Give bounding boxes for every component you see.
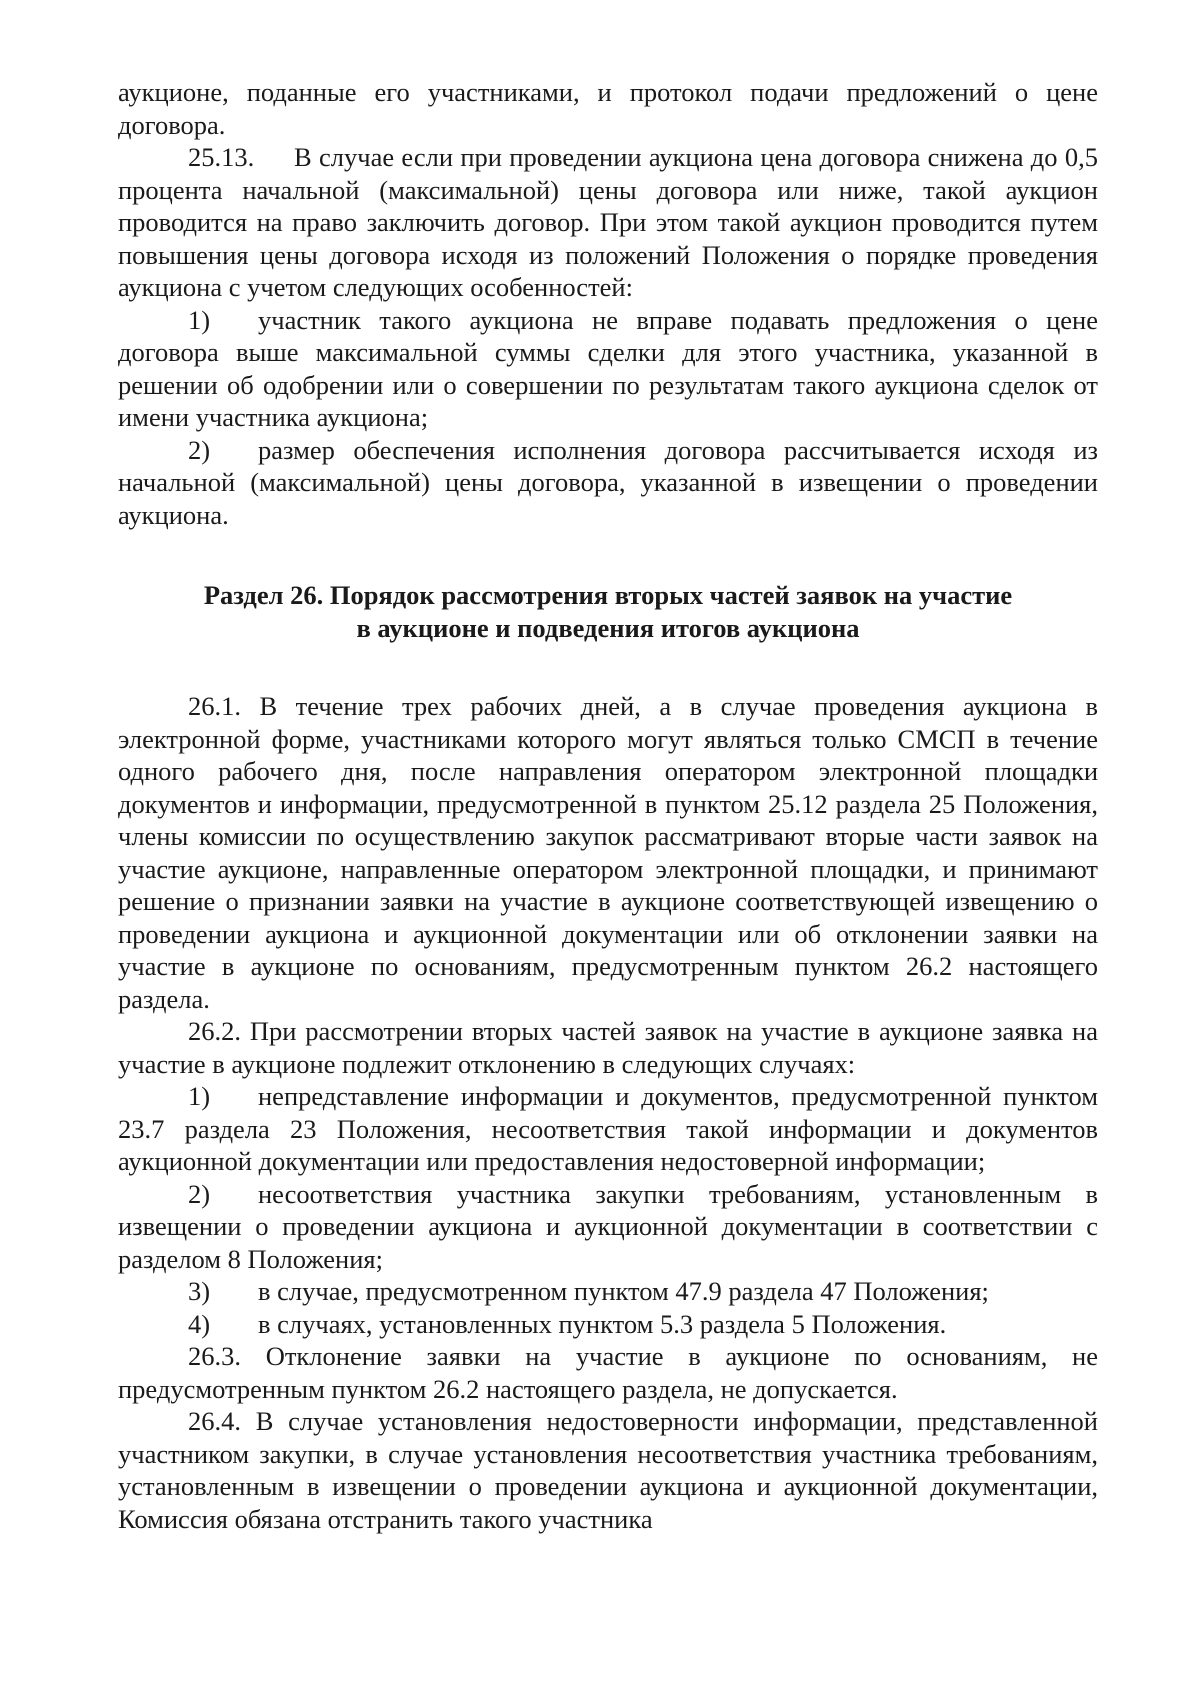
list-item-number: 4) (188, 1308, 211, 1339)
list-item-text: в случаях, установленных пунктом 5.3 раздела 5 Положения. (258, 1308, 947, 1339)
list-item-26-2-4 (118, 1308, 1098, 1341)
section-26-heading-line-2: в аукционе и подведения итогов аукциона (356, 612, 860, 643)
paragraph-25-13-number: 25.13. (188, 142, 255, 172)
paragraph-26-3: 26.3. Отклонение заявки на участие в аукционе по основаниям, не предусмотренным пунктом 26.2 настоящего раздела, не допускается. (118, 1341, 1098, 1404)
paragraph-25-13-text: В случае если при проведении аукциона цена договора снижена до 0,5 процента начальной (максимальной) цены договора или ниже, такой аукцион проводится на право заключить договор. При этом такой аукцион проводится путем повышения цены договора исходя из положений Положения о порядке проведения аукциона с учетом следующих особенностей: (118, 142, 1098, 302)
paragraph-25-13 (118, 141, 1098, 304)
section-26-heading (118, 579, 1098, 644)
list-item-number: 2) (188, 1178, 211, 1209)
list-item-number: 3) (188, 1276, 211, 1306)
list-item-text: в случае, предусмотренном пунктом 47.9 раздела 47 Положения; (258, 1276, 989, 1306)
list-item-number: 2) (188, 434, 211, 465)
section-26-heading-line-1: Раздел 26. Порядок рассмотрения вторых частей заявок на участие (203, 580, 1013, 610)
paragraph-26-2: 26.2. При рассмотрении вторых частей заявок на участие в аукционе заявка на участие в аукционе подлежит отклонению в следующих случаях: (118, 1016, 1098, 1079)
list-item-text: непредставление информации и документов, предусмотренной пунктом 23.7 раздела 23 Положения, несоответствия такой информации и документов аукционной документации или предоставления недостоверной информации; (118, 1081, 1098, 1176)
continuation-paragraph: аукционе, поданные его участниками, и протокол подачи предложений о цене договора. (118, 77, 1098, 140)
list-item-25-13-2 (118, 434, 1098, 532)
list-item-text: несоответствия участника закупки требованиям, установленным в извещении о проведении аукциона и аукционной документации в соответствии с разделом 8 Положения; (118, 1178, 1098, 1274)
list-item-text: размер обеспечения исполнения договора рассчитывается исходя из начальной (максимальной) цены договора, указанной в извещении о проведении аукциона. (118, 434, 1098, 530)
paragraph-26-4: 26.4. В случае установления недостоверности информации, представленной участником закупки, в случае установления несоответствия участника требованиям, установленным в извещении о проведении аукциона и аукционной документации, Комиссия обязана отстранить такого участника (118, 1406, 1098, 1534)
list-item-number: 1) (188, 304, 211, 335)
document-page (118, 76, 1098, 1535)
list-item-26-2-3 (118, 1275, 1098, 1308)
list-item-26-2-2 (118, 1178, 1098, 1276)
paragraph-26-1: 26.1. В течение трех рабочих дней, а в случае проведения аукциона в электронной форме, участниками которого могут являться только СМСП в течение одного рабочего дня, после направления оператором электронной площадки документов и информации, предусмотренной в пунктом 25.12 раздела 25 Положения, члены комиссии по осуществлению закупок рассматривают вторые части заявок на участие аукционе, направленные оператором электронной площадки, и принимают решение о признании заявки на участие в аукционе соответствующей извещению о проведении аукциона и аукционной документации или об отклонении заявки на участие в аукционе по основаниям, предусмотренным пунктом 26.2 настоящего раздела. (118, 691, 1098, 1014)
list-item-26-2-1 (118, 1080, 1098, 1178)
list-item-text: участник такого аукциона не вправе подавать предложения о цене договора выше максимальной суммы сделки для этого участника, указанной в решении об одобрении или о совершении по результатам такого аукциона сделок от имени участника аукциона; (118, 304, 1098, 432)
list-item-number: 1) (188, 1081, 211, 1111)
list-item-25-13-1 (118, 304, 1098, 434)
